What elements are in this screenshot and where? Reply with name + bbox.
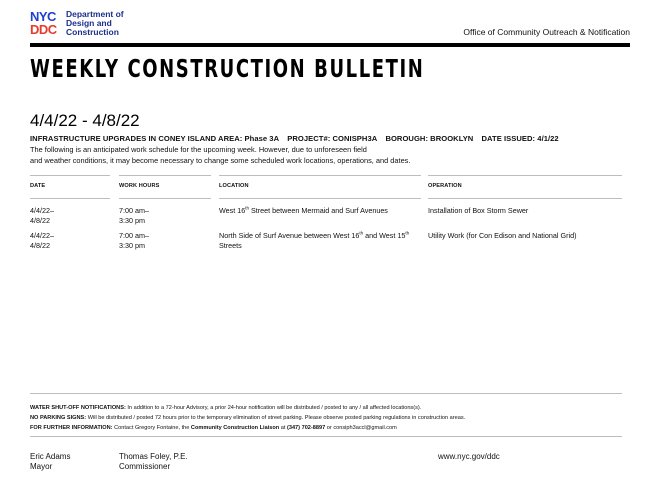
agency-line-1: Department of (66, 9, 124, 19)
row-2-hours-start: 7:00 am– (119, 231, 149, 240)
website-link[interactable]: www.nyc.gov/ddc (438, 452, 500, 461)
no-parking-note (30, 413, 465, 423)
intro-line-1: The following is an anticipated work schedule for the upcoming week. However, due to unforeseen field (30, 145, 367, 154)
row-2-hours (119, 231, 149, 250)
row-1-date-start: 4/4/22– (30, 206, 54, 215)
table-top-rule-hours (119, 175, 211, 176)
row-2-operation: Utility Work (for Con Edison and National Grid) (428, 231, 577, 240)
mayor-signature (30, 452, 70, 472)
row-1-hours-start: 7:00 am– (119, 206, 149, 215)
further-info-text-1: Contact Gregory Fontaine, the (112, 425, 191, 432)
commissioner-name: Thomas Foley, P.E. (119, 452, 188, 461)
row-1-hours (119, 206, 149, 225)
row-1-operation: Installation of Box Storm Sewer (428, 206, 529, 215)
liaison-phone: (347) 702-8897 (286, 425, 326, 432)
water-shutoff-label: WATER SHUT-OFF NOTIFICATIONS: (30, 405, 126, 411)
commissioner-signature (119, 452, 188, 472)
row-1-date-end: 4/8/22 (30, 215, 50, 225)
liaison-email: or consiph3accl@gmail.com (325, 425, 397, 432)
intro-line-2: and weather conditions, it may become necessary to change some scheduled work locations, operations, and dates. (30, 155, 411, 165)
project-area: INFRASTRUCTURE UPGRADES IN CONEY ISLAND AREA: Phase 3A (30, 134, 280, 143)
table-header-rule-date (30, 198, 110, 199)
date-issued: DATE ISSUED: 4/1/22 (481, 134, 559, 143)
mayor-name: Eric Adams (30, 452, 71, 461)
further-info-note (30, 423, 465, 433)
header-location: LOCATION (219, 183, 249, 189)
notifications (30, 403, 465, 434)
header-work-hours: WORK HOURS (119, 183, 160, 189)
agency-name (66, 10, 124, 37)
liaison-title: Community Construction Liaison (190, 425, 280, 432)
logo-ddc-mark: DDC (30, 22, 57, 37)
ddc-logo (30, 10, 140, 38)
table-top-rule-operation (428, 175, 622, 176)
date-range: 4/4/22 - 4/8/22 (30, 111, 140, 130)
page-title: WEEKLY CONSTRUCTION BULLETIN (30, 54, 425, 83)
no-parking-text: Will be distributed / posted 72 hours prior to the temporary elimination of street parking. Please observe posted parking regulations in construction areas. (86, 415, 466, 422)
row-1-location (219, 206, 419, 216)
table-header-rule-hours (119, 198, 211, 199)
row-1-hours-end: 3:30 pm (119, 215, 145, 225)
agency-line-2: Design and (66, 18, 112, 28)
row-2-loc-a: North Side of Surf Avenue between West 16 (219, 231, 360, 240)
water-shutoff-text: In addition to a 72-hour Advisory, a prior 24-hour notification will be distributed / posted to any / all affected locations(s). (125, 405, 422, 411)
row-1-loc-sup: th (245, 205, 249, 211)
row-1-loc-b: Street between Mermaid and Surf Avenues (249, 206, 388, 215)
table-header-rule-location (219, 198, 421, 199)
further-info-label: FOR FURTHER INFORMATION: (30, 425, 113, 432)
intro-text (30, 145, 590, 166)
agency-line-3: Construction (66, 27, 119, 37)
notes-bottom-rule (30, 436, 622, 437)
row-2-loc-b: and West 15 (363, 231, 406, 240)
row-1-date (30, 206, 54, 225)
project-meta (30, 134, 565, 143)
table-top-rule-date (30, 175, 110, 176)
borough: BOROUGH: BROOKLYN (385, 134, 474, 143)
header-operation: OPERATION (428, 183, 462, 189)
notes-top-rule (30, 393, 622, 394)
no-parking-label: NO PARKING SIGNS: (30, 415, 87, 422)
table-header-rule-operation (428, 198, 622, 199)
row-2-location (219, 231, 419, 250)
row-2-loc-sup-1: th (359, 230, 364, 236)
header-divider (30, 43, 630, 47)
row-2-loc-c: Streets (219, 240, 242, 250)
row-2-date (30, 231, 54, 250)
mayor-title: Mayor (30, 462, 53, 471)
table-top-rule-location (219, 175, 421, 176)
water-shutoff-note (30, 403, 465, 413)
commissioner-title: Commissioner (119, 462, 171, 471)
row-2-hours-end: 3:30 pm (119, 240, 145, 250)
row-1-loc-a: West 16 (219, 206, 246, 215)
header-date: DATE (30, 183, 46, 189)
row-2-date-start: 4/4/22– (30, 231, 54, 240)
office-name: Office of Community Outreach & Notification (463, 27, 630, 37)
row-2-date-end: 4/8/22 (30, 240, 50, 250)
further-info-text-2: at (279, 425, 287, 432)
row-2-loc-sup-2: th (405, 230, 410, 236)
project-number: PROJECT#: CONISPH3A (287, 134, 378, 143)
logo-nyc-mark: NYC (30, 9, 56, 24)
